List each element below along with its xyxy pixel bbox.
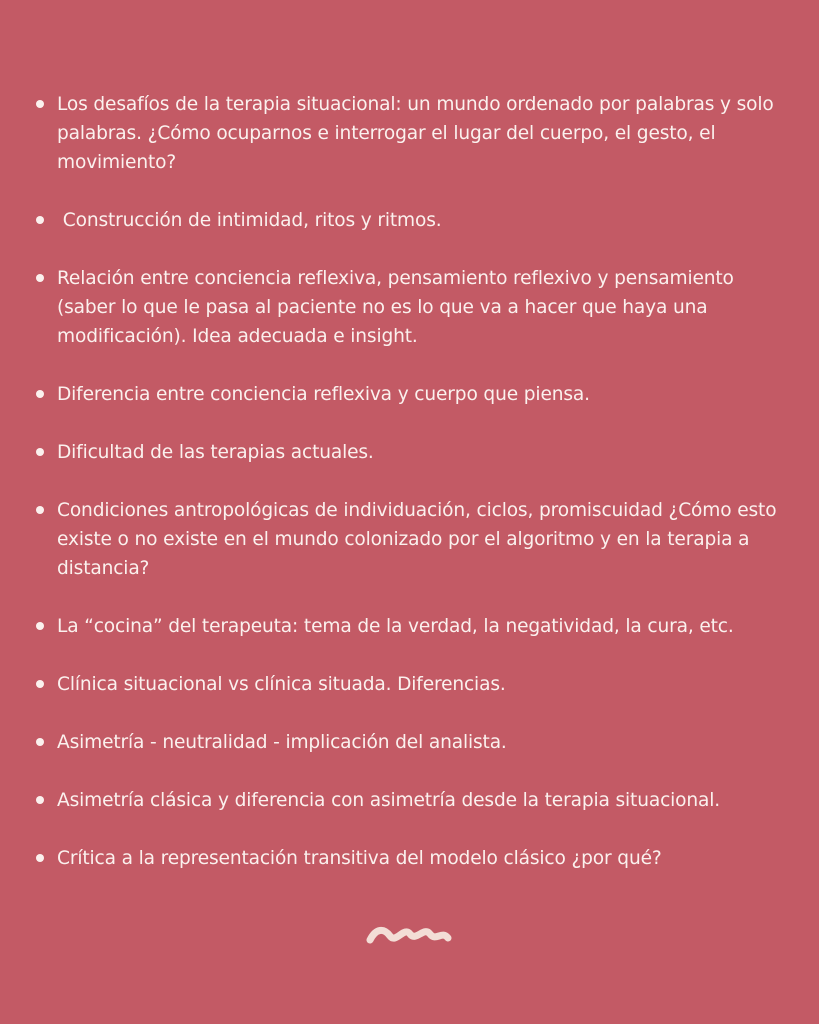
list-item-text: Asimetría - neutralidad - implicación del analista. bbox=[57, 732, 507, 753]
bullet-icon bbox=[36, 216, 44, 224]
list-item-text: Construcción de intimidad, ritos y ritmos. bbox=[57, 210, 442, 231]
bullet-icon bbox=[36, 100, 44, 108]
list-item-text: Relación entre conciencia reflexiva, pensamiento reflexivo y pensamiento (saber lo que le pasa al paciente no es lo que va a hacer que haya una modificación). Idea adecuada e insight. bbox=[57, 268, 734, 347]
list-item-text: Crítica a la representación transitiva del modelo clásico ¿por qué? bbox=[57, 848, 662, 869]
list-item-text: La “cocina” del terapeuta: tema de la verdad, la negatividad, la cura, etc. bbox=[57, 616, 734, 637]
bullet-icon bbox=[36, 448, 44, 456]
bullet-icon bbox=[36, 796, 44, 804]
list-item-text: Dificultad de las terapias actuales. bbox=[57, 442, 374, 463]
bullet-icon bbox=[36, 854, 44, 862]
list-item bbox=[36, 786, 796, 815]
list-item bbox=[36, 264, 796, 351]
list-item-text: Los desafíos de la terapia situacional: un mundo ordenado por palabras y solo palabras. ¿Cómo ocuparnos e interrogar el lugar del cuerpo, el gesto, el movimiento? bbox=[57, 94, 774, 173]
bullet-icon bbox=[36, 622, 44, 630]
list-item bbox=[36, 612, 796, 641]
bullet-icon bbox=[36, 274, 44, 282]
list-item bbox=[36, 90, 796, 177]
list-item bbox=[36, 844, 796, 873]
bullet-icon bbox=[36, 738, 44, 746]
list-item bbox=[36, 728, 796, 757]
list-item-text: Diferencia entre conciencia reflexiva y cuerpo que piensa. bbox=[57, 384, 590, 405]
list-item bbox=[36, 206, 796, 235]
list-item bbox=[36, 380, 796, 409]
list-item bbox=[36, 438, 796, 467]
bullet-icon bbox=[36, 390, 44, 398]
list-item-text: Condiciones antropológicas de individuación, ciclos, promiscuidad ¿Cómo esto existe o no existe en el mundo colonizado por el algoritmo y en la terapia a distancia? bbox=[57, 500, 777, 579]
topic-list bbox=[36, 90, 796, 902]
bullet-icon bbox=[36, 506, 44, 514]
list-item-text: Asimetría clásica y diferencia con asimetría desde la terapia situacional. bbox=[57, 790, 721, 811]
wave-logo-icon bbox=[366, 922, 452, 946]
list-item bbox=[36, 670, 796, 699]
bullet-icon bbox=[36, 680, 44, 688]
list-item-text: Clínica situacional vs clínica situada. Diferencias. bbox=[57, 674, 506, 695]
list-item bbox=[36, 496, 796, 583]
